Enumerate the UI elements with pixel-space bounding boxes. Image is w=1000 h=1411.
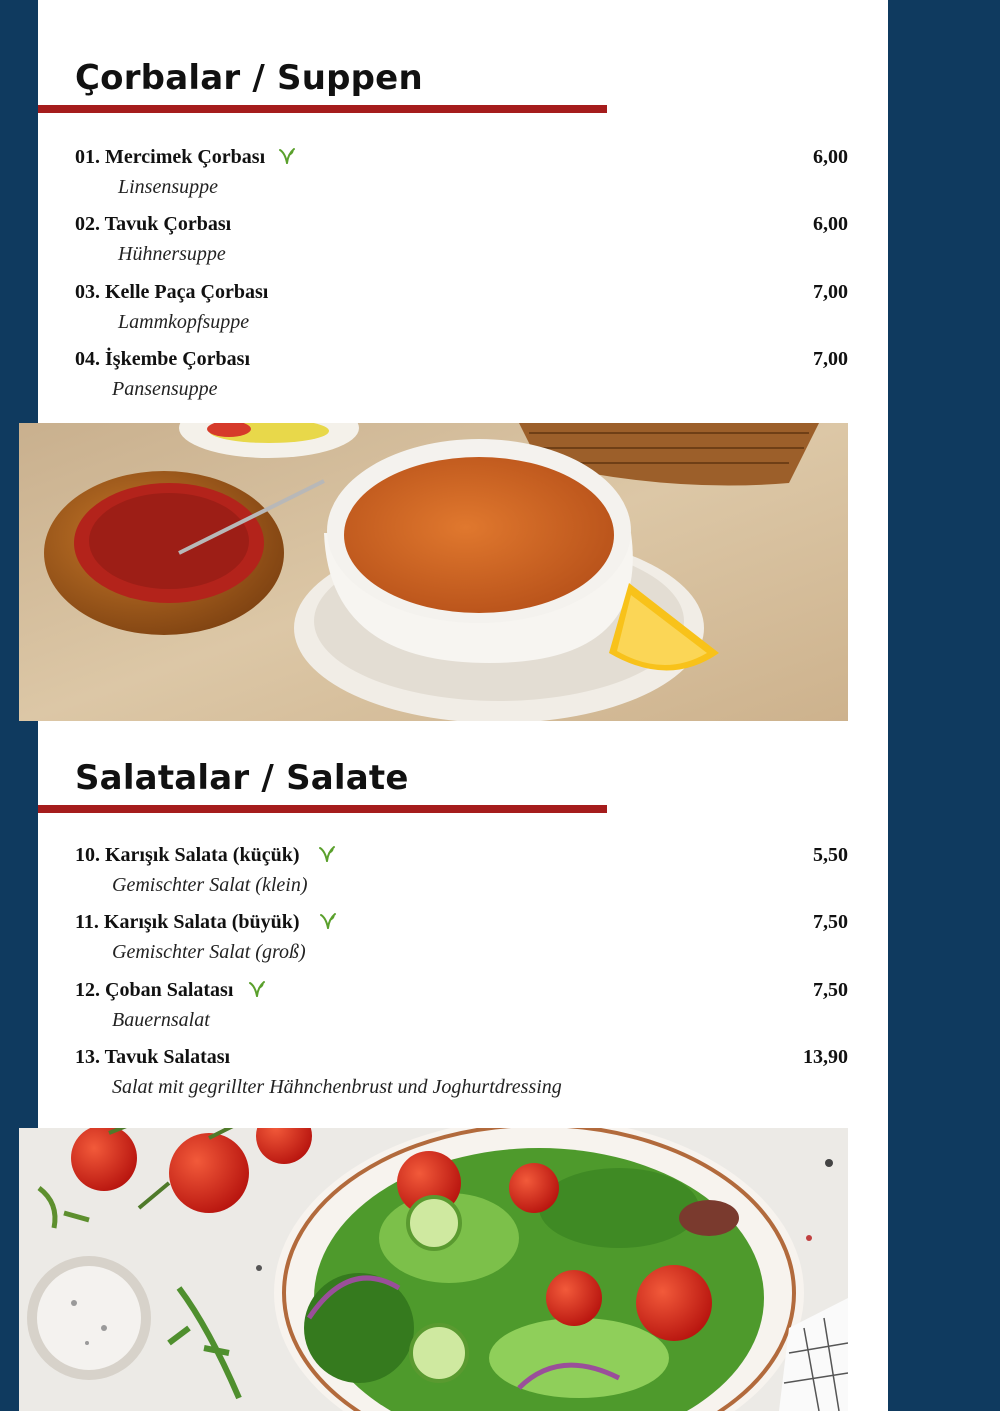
vegetarian-leaf-icon [317, 844, 337, 870]
item-price: 7,00 [813, 281, 848, 303]
item-price: 5,50 [813, 844, 848, 866]
soups-title-underline [38, 105, 607, 113]
item-name: 10. Karışık Salata (küçük) [75, 844, 300, 866]
item-price: 7,50 [813, 979, 848, 1001]
menu-item-karisik-kucuk [75, 844, 848, 904]
menu-item-tavuk-corbasi [75, 213, 848, 273]
item-price: 7,50 [813, 911, 848, 933]
item-description: Linsensuppe [118, 176, 218, 198]
item-description: Bauernsalat [112, 1009, 210, 1031]
item-name: 04. İşkembe Çorbası [75, 348, 251, 370]
item-price: 6,00 [813, 146, 848, 168]
item-price: 7,00 [813, 348, 848, 370]
vegetarian-leaf-icon [318, 911, 338, 937]
item-description: Gemischter Salat (groß) [112, 941, 306, 963]
menu-item-coban-salatasi [75, 979, 848, 1039]
item-name: 11. Karışık Salata (büyük) [75, 911, 300, 933]
item-name: 01. Mercimek Çorbası [75, 146, 266, 168]
item-price: 6,00 [813, 213, 848, 235]
item-description: Lammkopfsuppe [118, 311, 250, 333]
menu-item-mercimek [75, 146, 848, 206]
item-name: 02. Tavuk Çorbası [75, 213, 232, 235]
soup-photo [19, 423, 848, 721]
menu-item-tavuk-salatasi [75, 1046, 848, 1106]
item-name: 13. Tavuk Salatası [75, 1046, 231, 1068]
item-name: 03. Kelle Paça Çorbası [75, 281, 269, 303]
item-description: Pansensuppe [112, 378, 218, 400]
item-description: Salat mit gegrillter Hähnchenbrust und Joghurtdressing [112, 1076, 562, 1098]
item-name: 12. Çoban Salatası [75, 979, 234, 1001]
item-price: 13,90 [803, 1046, 848, 1068]
salad-photo [19, 1128, 848, 1411]
salads-title-underline [38, 805, 607, 813]
item-description: Hühnersuppe [118, 243, 226, 265]
menu-item-kelle-paca [75, 281, 848, 341]
menu-item-karisik-buyuk [75, 911, 848, 971]
salads-section-title: Salatalar / Salate [75, 758, 409, 798]
item-description: Gemischter Salat (klein) [112, 874, 308, 896]
menu-item-iskembe [75, 348, 848, 408]
soups-section-title: Çorbalar / Suppen [75, 58, 423, 98]
vegetarian-leaf-icon [247, 979, 267, 1005]
vegetarian-leaf-icon [277, 146, 297, 172]
